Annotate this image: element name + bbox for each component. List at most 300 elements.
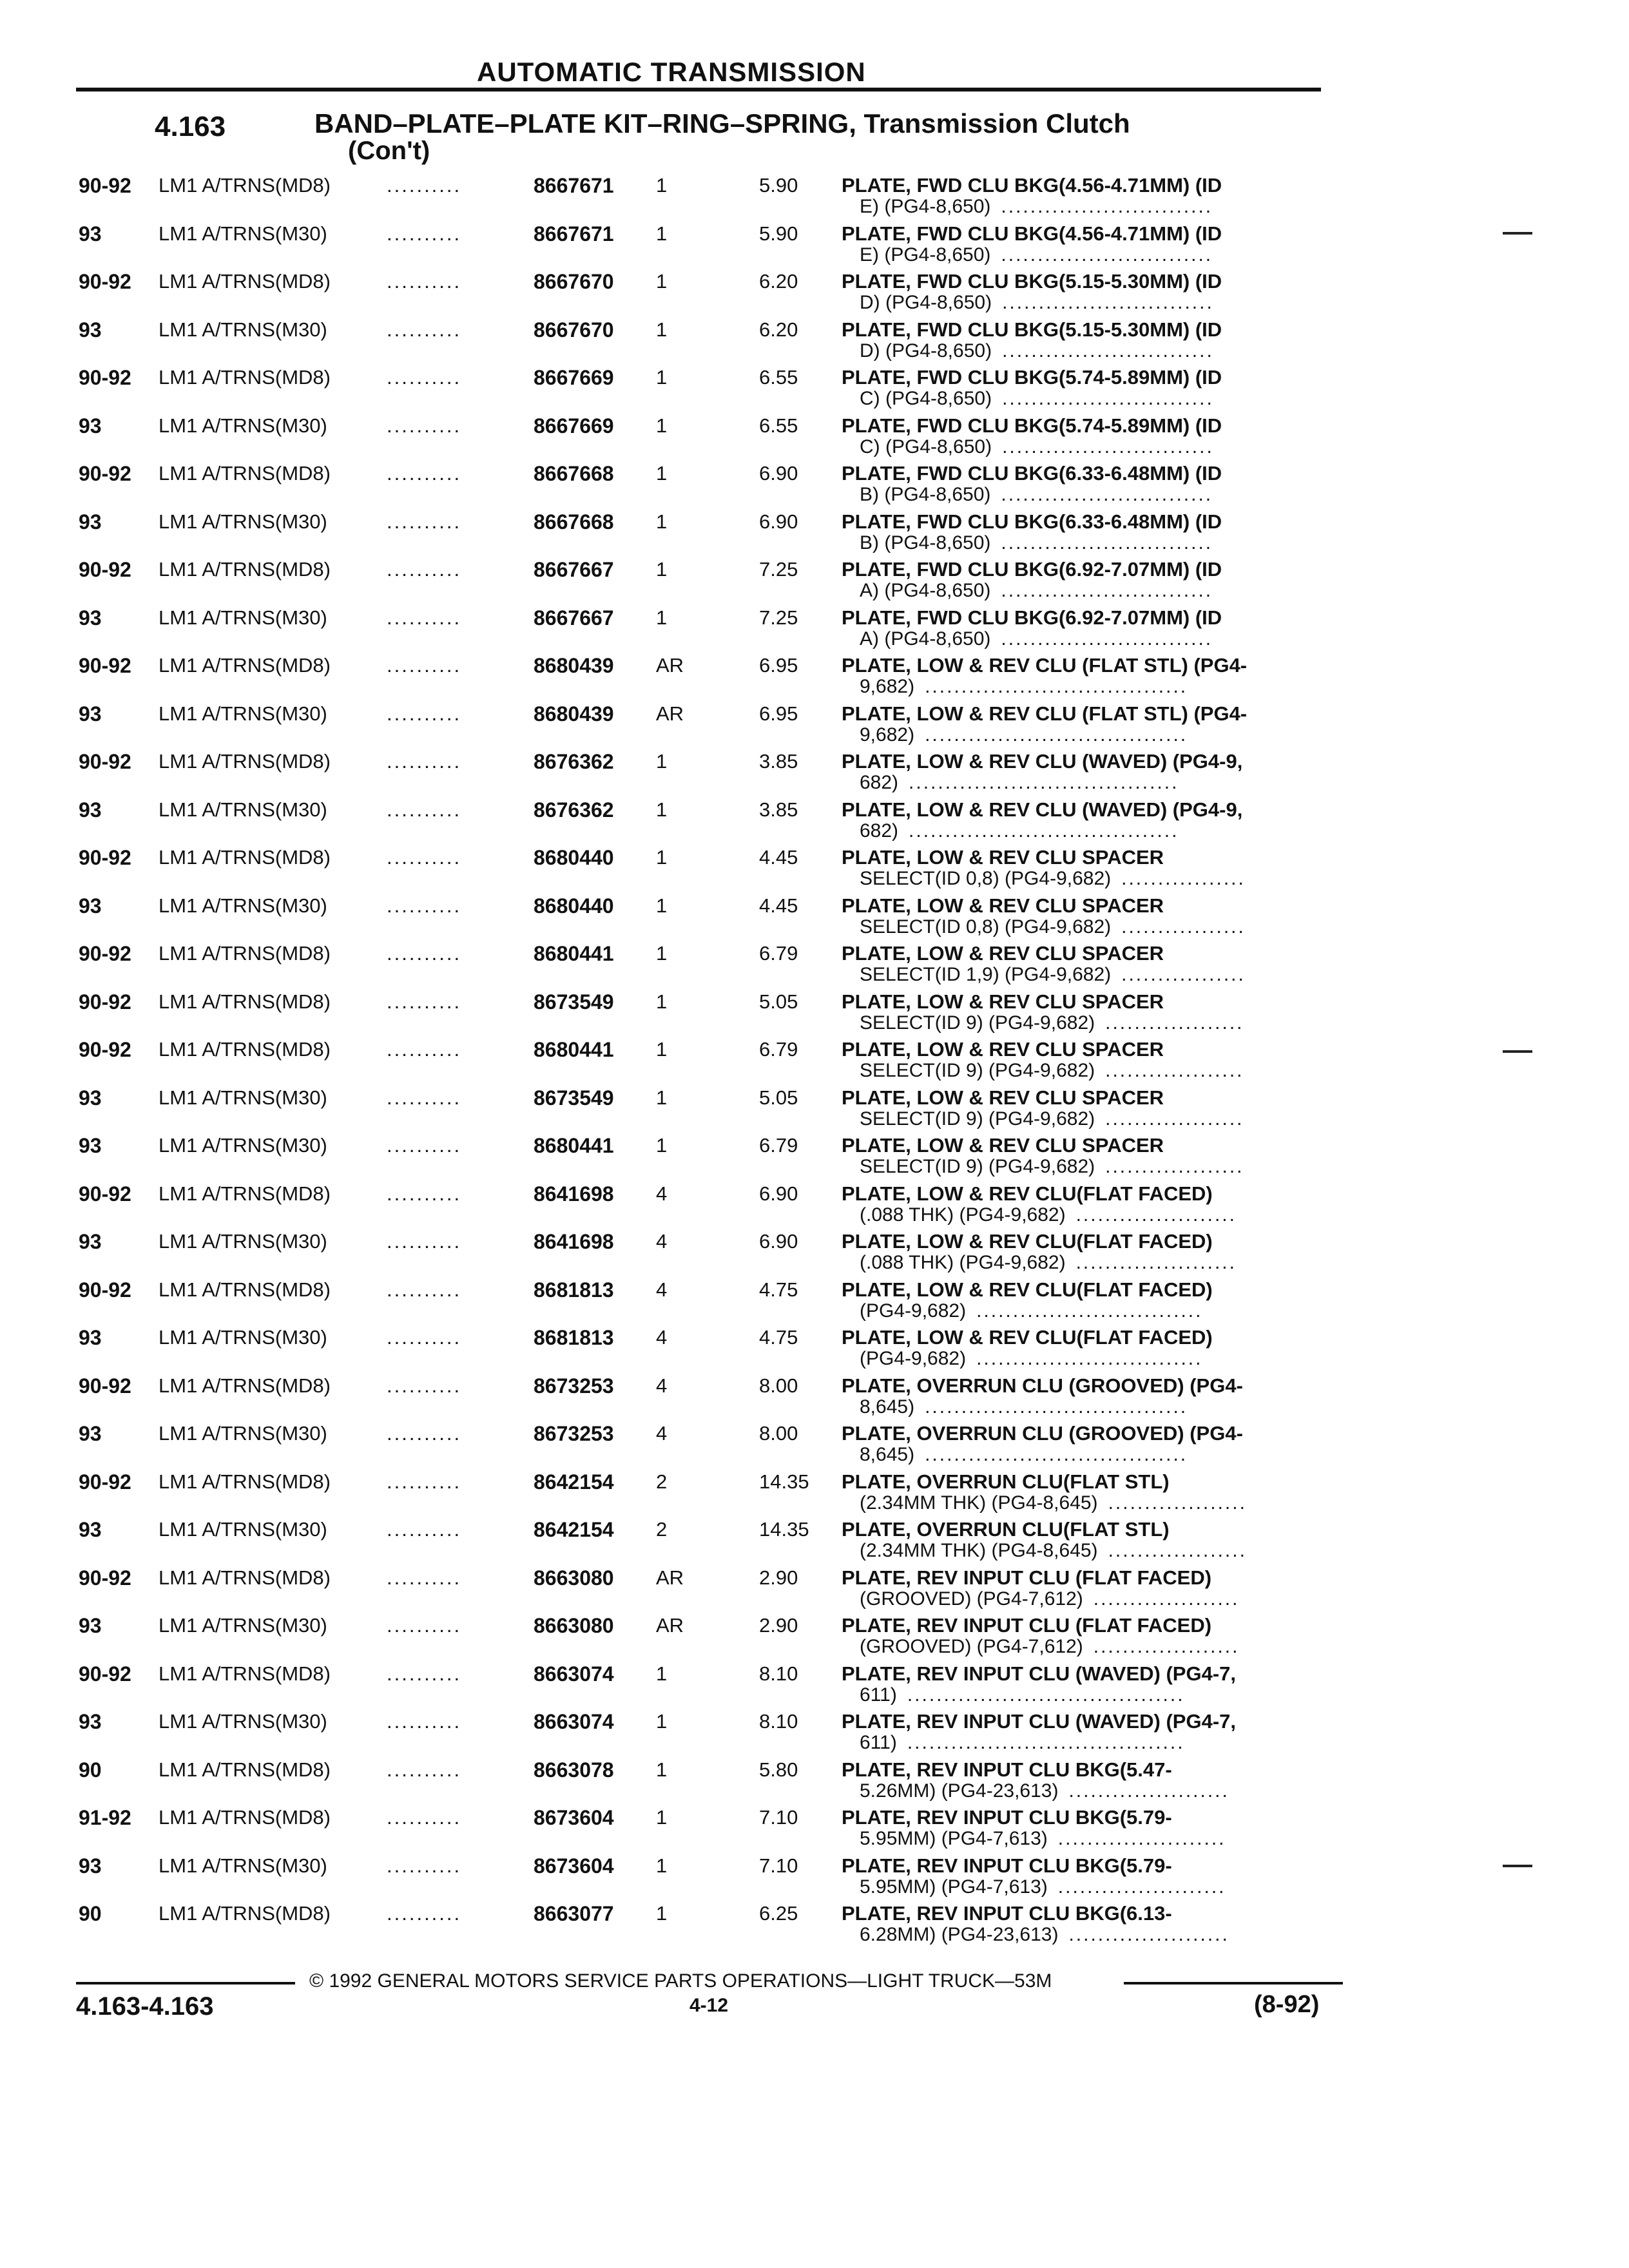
- row-price: 6.79: [759, 942, 798, 965]
- table-row: [0, 1325, 1629, 1373]
- dot-leader: .............................: [1002, 388, 1214, 409]
- row-part-number: 8663074: [534, 1710, 614, 1733]
- row-price: 2.90: [759, 1566, 798, 1589]
- dot-leader: ..........: [387, 1566, 462, 1589]
- table-row: [0, 1757, 1629, 1805]
- row-description-cont: 682): [860, 772, 899, 793]
- row-quantity: 1: [656, 510, 668, 533]
- row-quantity: 1: [656, 894, 668, 917]
- row-model: LM1 A/TRNS(M30): [159, 414, 327, 437]
- row-description: PLATE, LOW & REV CLU SPACER: [842, 1038, 1164, 1061]
- row-price: 6.55: [759, 414, 798, 437]
- row-price: 7.10: [759, 1806, 798, 1829]
- row-description-cont: E) (PG4-8,650): [860, 244, 991, 265]
- row-description-cont: SELECT(ID 9) (PG4-9,682): [860, 1060, 1095, 1081]
- row-price: 8.10: [759, 1710, 798, 1733]
- row-description-cont: SELECT(ID 0,8) (PG4-9,682): [860, 868, 1112, 889]
- table-row: [0, 173, 1629, 221]
- table-row: [0, 509, 1629, 557]
- row-description: PLATE, REV INPUT CLU (FLAT FACED): [842, 1614, 1212, 1637]
- row-part-number: 8673604: [534, 1806, 614, 1829]
- row-model: LM1 A/TRNS(M30): [159, 222, 327, 245]
- row-description-cont: D) (PG4-8,650): [860, 292, 992, 313]
- footer-section-ref: 4.163-4.163: [76, 1992, 214, 2021]
- row-quantity: 1: [656, 270, 668, 293]
- row-quantity: AR: [656, 1614, 684, 1637]
- table-row: [0, 1229, 1629, 1277]
- dot-leader: ..........: [387, 750, 462, 773]
- row-quantity: 1: [656, 606, 668, 629]
- dot-leader: ..........: [387, 558, 462, 581]
- row-description: PLATE, REV INPUT CLU (FLAT FACED): [842, 1566, 1212, 1589]
- row-model: LM1 A/TRNS(MD8): [159, 1278, 331, 1301]
- row-year: 90-92: [79, 1278, 131, 1302]
- row-description: PLATE, LOW & REV CLU(FLAT FACED): [842, 1230, 1213, 1253]
- row-description: PLATE, OVERRUN CLU (GROOVED) (PG4-: [842, 1422, 1243, 1445]
- row-description: PLATE, LOW & REV CLU (FLAT STL) (PG4-: [842, 702, 1248, 725]
- row-model: LM1 A/TRNS(MD8): [159, 1470, 331, 1493]
- row-year: 93: [79, 222, 102, 245]
- row-year: 93: [79, 1518, 102, 1541]
- dot-leader: ..........: [387, 990, 462, 1013]
- row-description-cont: D) (PG4-8,650): [860, 340, 992, 361]
- row-price: 3.85: [759, 798, 798, 821]
- dot-leader: ..........: [387, 1710, 462, 1733]
- row-quantity: 1: [656, 1710, 668, 1733]
- table-row: [0, 653, 1629, 701]
- row-part-number: 8641698: [534, 1230, 614, 1253]
- row-description: PLATE, OVERRUN CLU (GROOVED) (PG4-: [842, 1374, 1243, 1397]
- row-model: LM1 A/TRNS(M30): [159, 1614, 327, 1637]
- header-title: AUTOMATIC TRANSMISSION: [477, 57, 866, 87]
- row-part-number: 8680439: [534, 654, 614, 677]
- dot-leader: ..........: [387, 942, 462, 965]
- row-model: LM1 A/TRNS(M30): [159, 702, 327, 725]
- row-part-number: 8680439: [534, 702, 614, 726]
- row-year: 90-92: [79, 270, 131, 293]
- row-description-cont: (2.34MM THK) (PG4-8,645): [860, 1492, 1098, 1514]
- dot-leader: ..........: [387, 1518, 462, 1541]
- row-description-cont: SELECT(ID 9) (PG4-9,682): [860, 1012, 1095, 1033]
- row-description: PLATE, FWD CLU BKG(6.92-7.07MM) (ID: [842, 606, 1222, 629]
- dot-leader: .............................: [1001, 196, 1213, 217]
- row-year: 90-92: [79, 1374, 131, 1398]
- row-description-cont: SELECT(ID 9) (PG4-9,682): [860, 1156, 1095, 1177]
- row-model: LM1 A/TRNS(MD8): [159, 1038, 331, 1061]
- row-price: 7.25: [759, 558, 798, 581]
- table-row: [0, 1037, 1629, 1085]
- dot-leader: ..........: [387, 414, 462, 437]
- dot-leader: ..........: [387, 1470, 462, 1493]
- row-description-cont: 5.95MM) (PG4-7,613): [860, 1876, 1048, 1898]
- row-year: 93: [79, 1422, 102, 1445]
- dot-leader: ..........: [387, 1614, 462, 1637]
- row-quantity: 1: [656, 1134, 668, 1157]
- row-model: LM1 A/TRNS(MD8): [159, 942, 331, 965]
- dot-leader: ....................................: [925, 724, 1188, 745]
- row-quantity: 1: [656, 1662, 668, 1685]
- row-year: 90-92: [79, 558, 131, 581]
- table-row: [0, 1901, 1629, 1949]
- row-quantity: 4: [656, 1278, 668, 1301]
- row-description: PLATE, FWD CLU BKG(6.92-7.07MM) (ID: [842, 558, 1222, 581]
- table-row: [0, 1853, 1629, 1901]
- row-part-number: 8680441: [534, 942, 614, 965]
- dot-leader: ..........: [387, 894, 462, 917]
- dot-leader: ..........: [387, 1182, 462, 1205]
- dot-leader: ..........: [387, 1662, 462, 1685]
- dot-leader: ..........: [387, 1038, 462, 1061]
- row-year: 90-92: [79, 1038, 131, 1061]
- row-price: 4.75: [759, 1326, 798, 1349]
- row-year: 90-92: [79, 846, 131, 869]
- row-description-cont: (GROOVED) (PG4-7,612): [860, 1636, 1083, 1657]
- footer-copyright: © 1992 GENERAL MOTORS SERVICE PARTS OPERATIONS—LIGHT TRUCK—53M: [309, 1970, 1052, 1992]
- row-price: 6.79: [759, 1038, 798, 1061]
- table-row: [0, 269, 1629, 317]
- header-rule: [76, 88, 1321, 91]
- row-part-number: 8667669: [534, 414, 614, 437]
- row-quantity: 1: [656, 942, 668, 965]
- row-description-cont: 682): [860, 820, 899, 841]
- row-quantity: 4: [656, 1182, 668, 1205]
- dot-leader: ..........: [387, 798, 462, 821]
- row-description: PLATE, LOW & REV CLU SPACER: [842, 846, 1164, 869]
- dot-leader: ..........: [387, 1422, 462, 1445]
- dot-leader: ..........: [387, 1230, 462, 1253]
- row-quantity: 1: [656, 318, 668, 341]
- row-description: PLATE, LOW & REV CLU SPACER: [842, 894, 1164, 917]
- row-price: 6.55: [759, 366, 798, 389]
- row-model: LM1 A/TRNS(M30): [159, 1710, 327, 1733]
- row-description: PLATE, LOW & REV CLU (FLAT STL) (PG4-: [842, 654, 1248, 677]
- row-year: 90-92: [79, 1566, 131, 1590]
- row-description: PLATE, LOW & REV CLU SPACER: [842, 990, 1164, 1013]
- row-model: LM1 A/TRNS(M30): [159, 1134, 327, 1157]
- row-price: 5.05: [759, 990, 798, 1013]
- row-year: 93: [79, 1854, 102, 1878]
- table-row: [0, 845, 1629, 893]
- row-year: 93: [79, 1710, 102, 1733]
- row-model: LM1 A/TRNS(MD8): [159, 654, 331, 677]
- dot-leader: ..........: [387, 222, 462, 245]
- row-model: LM1 A/TRNS(MD8): [159, 990, 331, 1013]
- dot-leader: ..........: [387, 1278, 462, 1301]
- row-price: 4.75: [759, 1278, 798, 1301]
- row-quantity: 4: [656, 1422, 668, 1445]
- row-description: PLATE, OVERRUN CLU(FLAT STL): [842, 1470, 1170, 1493]
- row-model: LM1 A/TRNS(M30): [159, 1518, 327, 1541]
- row-part-number: 8667670: [534, 270, 614, 293]
- row-part-number: 8667669: [534, 366, 614, 389]
- dot-leader: ..........: [387, 174, 462, 197]
- row-price: 14.35: [759, 1470, 809, 1493]
- margin-mark: [1503, 1050, 1532, 1053]
- row-part-number: 8663080: [534, 1614, 614, 1637]
- row-description-cont: (.088 THK) (PG4-9,682): [860, 1204, 1066, 1225]
- row-description-cont: 8,645): [860, 1396, 915, 1418]
- row-description-cont: SELECT(ID 9) (PG4-9,682): [860, 1108, 1095, 1129]
- row-model: LM1 A/TRNS(M30): [159, 510, 327, 533]
- row-part-number: 8673549: [534, 990, 614, 1014]
- row-description: PLATE, LOW & REV CLU SPACER: [842, 1086, 1164, 1109]
- table-row: [0, 989, 1629, 1037]
- dot-leader: ..........: [387, 1374, 462, 1397]
- dot-leader: ..........: [387, 1086, 462, 1109]
- row-part-number: 8676362: [534, 750, 614, 773]
- row-year: 93: [79, 894, 102, 918]
- row-part-number: 8663078: [534, 1758, 614, 1782]
- row-part-number: 8673253: [534, 1422, 614, 1445]
- dot-leader: ......................: [1068, 1780, 1229, 1802]
- row-quantity: 1: [656, 558, 668, 581]
- margin-mark: [1503, 232, 1532, 235]
- table-row: [0, 557, 1629, 605]
- dot-leader: ..........: [387, 1806, 462, 1829]
- row-price: 6.20: [759, 270, 798, 293]
- row-part-number: 8676362: [534, 798, 614, 822]
- row-quantity: 4: [656, 1374, 668, 1397]
- row-quantity: 2: [656, 1470, 668, 1493]
- dot-leader: .............................: [1001, 580, 1213, 601]
- dot-leader: .............................: [1001, 628, 1213, 649]
- row-description: PLATE, LOW & REV CLU(FLAT FACED): [842, 1326, 1213, 1349]
- row-description-cont: (PG4-9,682): [860, 1300, 967, 1321]
- dot-leader: .............................: [1002, 340, 1214, 361]
- table-row: [0, 941, 1629, 989]
- dot-leader: ..........: [387, 606, 462, 629]
- dot-leader: ..........: [387, 846, 462, 869]
- row-model: LM1 A/TRNS(MD8): [159, 558, 331, 581]
- row-model: LM1 A/TRNS(M30): [159, 1854, 327, 1877]
- row-year: 90-92: [79, 366, 131, 389]
- row-quantity: 1: [656, 1758, 668, 1781]
- row-part-number: 8667667: [534, 606, 614, 629]
- row-quantity: AR: [656, 1566, 684, 1589]
- row-year: 93: [79, 606, 102, 629]
- table-row: [0, 365, 1629, 413]
- row-quantity: AR: [656, 702, 684, 725]
- row-part-number: 8663077: [534, 1902, 614, 1925]
- row-price: 6.25: [759, 1902, 798, 1925]
- row-description: PLATE, REV INPUT CLU BKG(5.79-: [842, 1806, 1172, 1829]
- row-description: PLATE, FWD CLU BKG(6.33-6.48MM) (ID: [842, 462, 1222, 485]
- table-row: [0, 893, 1629, 941]
- dot-leader: ......................................: [907, 1684, 1185, 1706]
- row-model: LM1 A/TRNS(MD8): [159, 366, 331, 389]
- row-part-number: 8680441: [534, 1038, 614, 1061]
- dot-leader: ..........: [387, 1758, 462, 1781]
- row-quantity: 1: [656, 1038, 668, 1061]
- row-price: 6.95: [759, 654, 798, 677]
- row-price: 6.90: [759, 510, 798, 533]
- dot-leader: ....................: [1093, 1588, 1240, 1610]
- table-row: [0, 1181, 1629, 1229]
- section-title: BAND–PLATE–PLATE KIT–RING–SPRING, Transmission Clutch: [314, 108, 1130, 139]
- row-year: 90-92: [79, 1470, 131, 1494]
- row-description: PLATE, FWD CLU BKG(5.15-5.30MM) (ID: [842, 318, 1222, 341]
- row-part-number: 8681813: [534, 1326, 614, 1349]
- row-price: 6.20: [759, 318, 798, 341]
- row-model: LM1 A/TRNS(MD8): [159, 1758, 331, 1781]
- row-price: 3.85: [759, 750, 798, 773]
- table-row: [0, 1373, 1629, 1421]
- dot-leader: ..........: [387, 366, 462, 389]
- row-part-number: 8673549: [534, 1086, 614, 1110]
- row-description-cont: (GROOVED) (PG4-7,612): [860, 1588, 1083, 1610]
- row-year: 93: [79, 1086, 102, 1110]
- dot-leader: .............................: [1002, 292, 1214, 313]
- row-description-cont: 5.26MM) (PG4-23,613): [860, 1780, 1059, 1802]
- row-quantity: 4: [656, 1326, 668, 1349]
- row-quantity: 1: [656, 846, 668, 869]
- row-year: 93: [79, 702, 102, 726]
- row-model: LM1 A/TRNS(MD8): [159, 750, 331, 773]
- row-year: 90-92: [79, 990, 131, 1014]
- row-model: LM1 A/TRNS(MD8): [159, 1182, 331, 1205]
- table-row: [0, 605, 1629, 653]
- row-part-number: 8680440: [534, 846, 614, 869]
- row-model: LM1 A/TRNS(MD8): [159, 1662, 331, 1685]
- table-row: [0, 1565, 1629, 1613]
- table-row: [0, 317, 1629, 365]
- row-model: LM1 A/TRNS(M30): [159, 798, 327, 821]
- row-year: 93: [79, 1230, 102, 1253]
- row-description-cont: (2.34MM THK) (PG4-8,645): [860, 1540, 1098, 1561]
- row-description-cont: SELECT(ID 0,8) (PG4-9,682): [860, 916, 1112, 937]
- row-model: LM1 A/TRNS(MD8): [159, 846, 331, 869]
- footer-page-number: 4-12: [689, 1995, 729, 2016]
- footer-date: (8-92): [1254, 1991, 1320, 2018]
- row-price: 14.35: [759, 1518, 809, 1541]
- row-description: PLATE, REV INPUT CLU (WAVED) (PG4-7,: [842, 1710, 1236, 1733]
- row-price: 8.00: [759, 1374, 798, 1397]
- row-model: LM1 A/TRNS(MD8): [159, 1902, 331, 1925]
- row-description-cont: 9,682): [860, 676, 915, 697]
- table-row: [0, 1709, 1629, 1757]
- row-price: 6.90: [759, 462, 798, 485]
- dot-leader: ..........: [387, 654, 462, 677]
- row-model: LM1 A/TRNS(M30): [159, 1230, 327, 1253]
- parts-list: [0, 173, 1629, 1949]
- dot-leader: ....................................: [925, 1396, 1188, 1418]
- row-description: PLATE, LOW & REV CLU(FLAT FACED): [842, 1278, 1213, 1301]
- row-description: PLATE, LOW & REV CLU SPACER: [842, 942, 1164, 965]
- dot-leader: ......................: [1075, 1252, 1237, 1273]
- row-quantity: 1: [656, 174, 668, 197]
- row-quantity: 4: [656, 1230, 668, 1253]
- row-price: 8.00: [759, 1422, 798, 1445]
- row-description: PLATE, FWD CLU BKG(5.15-5.30MM) (ID: [842, 270, 1222, 293]
- row-description: PLATE, FWD CLU BKG(4.56-4.71MM) (ID: [842, 222, 1222, 245]
- row-part-number: 8667671: [534, 222, 614, 245]
- row-description: PLATE, LOW & REV CLU (WAVED) (PG4-9,: [842, 798, 1243, 821]
- row-quantity: 1: [656, 1854, 668, 1877]
- table-row: [0, 1805, 1629, 1853]
- row-year: 90: [79, 1902, 102, 1925]
- row-part-number: 8667668: [534, 510, 614, 533]
- row-part-number: 8680440: [534, 894, 614, 918]
- dot-leader: ...............................: [976, 1348, 1203, 1369]
- dot-leader: ...................: [1105, 1108, 1244, 1129]
- row-part-number: 8642154: [534, 1518, 614, 1541]
- table-row: [0, 221, 1629, 269]
- row-quantity: 1: [656, 222, 668, 245]
- row-year: 90-92: [79, 942, 131, 965]
- row-part-number: 8642154: [534, 1470, 614, 1494]
- row-year: 90-92: [79, 462, 131, 485]
- row-year: 93: [79, 798, 102, 822]
- row-price: 5.05: [759, 1086, 798, 1109]
- row-description-cont: SELECT(ID 1,9) (PG4-9,682): [860, 964, 1112, 985]
- dot-leader: ..........: [387, 1902, 462, 1925]
- table-row: [0, 413, 1629, 461]
- row-year: 93: [79, 414, 102, 437]
- row-description: PLATE, LOW & REV CLU (WAVED) (PG4-9,: [842, 750, 1243, 773]
- row-price: 6.90: [759, 1182, 798, 1205]
- dot-leader: .....................................: [909, 772, 1179, 793]
- row-part-number: 8681813: [534, 1278, 614, 1302]
- row-description-cont: C) (PG4-8,650): [860, 436, 992, 457]
- row-quantity: 1: [656, 462, 668, 485]
- row-description-cont: C) (PG4-8,650): [860, 388, 992, 409]
- row-quantity: 1: [656, 1086, 668, 1109]
- row-description-cont: B) (PG4-8,650): [860, 484, 991, 505]
- row-part-number: 8673604: [534, 1854, 614, 1878]
- dot-leader: ....................................: [925, 676, 1188, 697]
- dot-leader: .......................: [1057, 1876, 1226, 1898]
- row-description-cont: E) (PG4-8,650): [860, 196, 991, 217]
- footer-rule-left: [76, 1982, 295, 1984]
- dot-leader: .............................: [1001, 244, 1213, 265]
- row-part-number: 8641698: [534, 1182, 614, 1206]
- dot-leader: ......................: [1075, 1204, 1237, 1225]
- row-year: 93: [79, 510, 102, 533]
- row-model: LM1 A/TRNS(MD8): [159, 1806, 331, 1829]
- dot-leader: ..........: [387, 702, 462, 725]
- section-continued: (Con't): [348, 137, 430, 165]
- row-model: LM1 A/TRNS(M30): [159, 1422, 327, 1445]
- row-part-number: 8663074: [534, 1662, 614, 1686]
- row-description: PLATE, REV INPUT CLU BKG(6.13-: [842, 1902, 1172, 1925]
- row-model: LM1 A/TRNS(MD8): [159, 1374, 331, 1397]
- row-description-cont: (.088 THK) (PG4-9,682): [860, 1252, 1066, 1273]
- dot-leader: ...................: [1108, 1540, 1247, 1561]
- dot-leader: .................: [1121, 916, 1246, 937]
- dot-leader: ..........: [387, 270, 462, 293]
- row-description: PLATE, REV INPUT CLU (WAVED) (PG4-7,: [842, 1662, 1236, 1685]
- row-price: 4.45: [759, 846, 798, 869]
- dot-leader: .................: [1121, 964, 1246, 985]
- dot-leader: .............................: [1002, 436, 1214, 457]
- row-description-cont: 611): [860, 1732, 897, 1753]
- row-description: PLATE, FWD CLU BKG(5.74-5.89MM) (ID: [842, 414, 1222, 437]
- row-quantity: 1: [656, 990, 668, 1013]
- row-part-number: 8680441: [534, 1134, 614, 1157]
- table-row: [0, 1277, 1629, 1325]
- dot-leader: ...................: [1108, 1492, 1247, 1514]
- row-part-number: 8667670: [534, 318, 614, 341]
- dot-leader: ...................: [1105, 1060, 1244, 1081]
- dot-leader: .............................: [1001, 484, 1213, 505]
- table-row: [0, 461, 1629, 509]
- row-year: 90-92: [79, 1182, 131, 1206]
- row-quantity: 1: [656, 366, 668, 389]
- row-description-cont: 9,682): [860, 724, 915, 745]
- row-model: LM1 A/TRNS(MD8): [159, 174, 331, 197]
- row-year: 91-92: [79, 1806, 131, 1829]
- dot-leader: ...................: [1105, 1012, 1244, 1033]
